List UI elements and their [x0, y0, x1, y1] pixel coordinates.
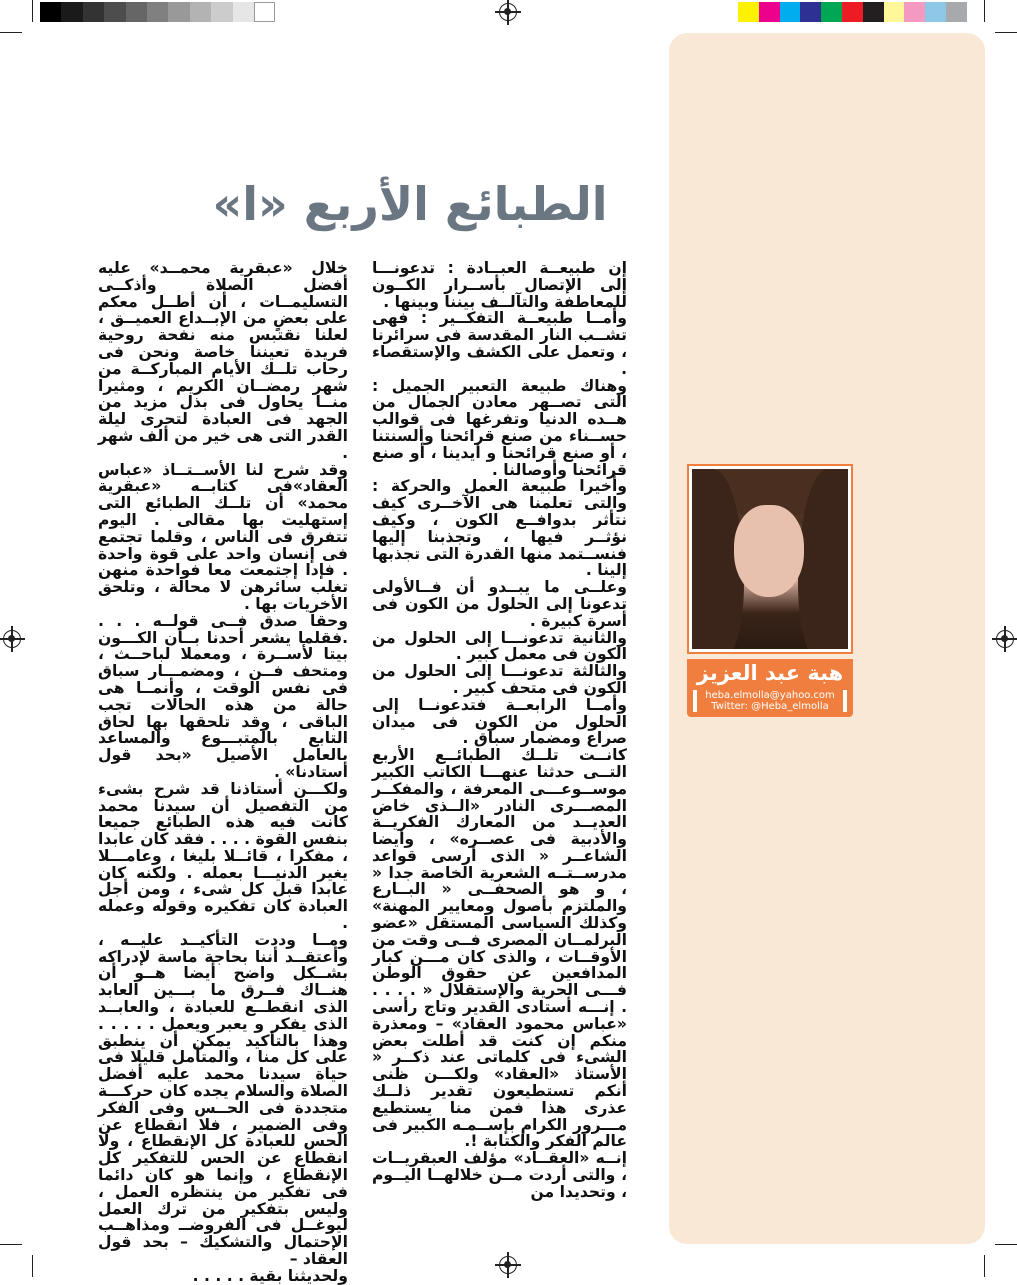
- paragraph: إنــه «العقــاد» مؤلف العبقريــات ، والتى أردت مــن خلالهــا اليــوم ، وتحديدا من: [372, 1149, 627, 1201]
- paragraph: وقد شرح لنا الأســتــاذ «عباس العقاد»فى كتابــه «عبقرية محمد» أن تلــك الطبائع التى إستهليت بها مقالى . اليوم تتفرق فى الناس ، وقلما تجتمع فى إنسان واحد على قوة واحدة . فإدا إجتمعت معا فواحدة منهن تغلب سائرهن لا محالة ، وتلحق الأخريات بها .: [98, 460, 348, 613]
- paragraph: كانــت تلــك الطبائــع الأربع التــى حدثنا عنهـــا الكاتب الكبير موســوعـــى المعرفة ، والمفكــر المصـــرى النادر «الــذى خاض العديــد من المعارك الفكريــة والأدبية فى عصــره» ، وأيضا الشاعــر « الذى أرسى قواعد مدرســتــه الشعرية الخاصة جدا « ، و هو الصحفــى « البــارع والملتزم بأصول ومعايير المهنة» وكذلك السياسى المستقل «عضو البرلمــان المصرى فــى وقت من الأوقــات ، والذى كان مـــن كبار المدافعين عن حقوق الوطن فـــى الحرية والإستقلال « . . . . . إنـــه أستادى القدير وتاج رأسى «عباس محمود العقاد» – ومعذرة منكم إن كنت قد أطلت بعض الشىء فى كلماتى عند ذكــر « الأستاذ «العقاد» ولكـــن ظنى أنكم تستطيعون تقدير ذلــك عذرى هذا فمن منا يستطيع مـــرور الكرام بإســمـه الكبير فى عالم الفكر والكتابة !.: [372, 746, 627, 1151]
- author-photo: [692, 469, 848, 649]
- color-swatch-9: [925, 2, 946, 22]
- paragraph: خلال «عبقرية محمــد» عليه أفضل الصلاة وأذكــى التسليمــات ، أن أطــل معكم على بعضٍ من الإبــداع العميــق ، لعلنا نقتبس منه نفحة روحية فريدة تعيننا خاصة ونحن فى رحاب تلــك الأيام المباركــة من شهر رمضــان الكريم ، ومثيرا منــا يحاول فى بذل مزيد من الجهد فى العبادة لتحرى ليلة القدر التى هى خير من ألف شهر .: [98, 259, 348, 462]
- color-swatch-10: [946, 2, 967, 22]
- crop-mark-tl-v: [32, 0, 33, 22]
- gray-swatch-0: [40, 2, 61, 22]
- crop-mark-bl-h: [0, 1244, 22, 1245]
- crop-mark-tr-v: [984, 0, 985, 22]
- gray-swatch-8: [211, 2, 232, 22]
- paragraph: ومــا وددت التأكيــد عليــه ، وأعتقــد أننا بحاجة ماسة لإدراكه بشــكل واضح أيضا هــو أن هنــاك فــرق ما بـــين العابد الذى انقطــع للعبادة ، والعابــد الذى يفكر و يعبر ويعمل . . . . . وهذا بالتأكيد يمكن أن ينطبق على كل منا ، والمتأمل قليلا فى حياة سيدنا محمد عليه أفضل الصلاة والسلام يجده كان حركـــة متجددة فى الحــس وفى الفكر وفى الضمير ، فلا انقطاع عن الحس للعبادة كل الإنقطاع ، ولا انقطاع عن الحس للتفكير كل الإنقطاع ، وإنما هو كان دائما فى تفكير من ينتظره العمل ، وليس بتفكير من ترك العمل ليوغــل فى الفروضــ ومذاهــب الإحتمال والتشكيك – بحد قول العقاد –: [98, 930, 348, 1269]
- paragraph: وعلــى ما يبــدو أن فــالأولى تدعونا إلى الحلول من الكون فى أسرة كبيرة .: [372, 578, 627, 630]
- paragraph: وأمــا طبيعــة التفكــير : فهى تشــب النار المقدسة فى سرائرنا ، وتعمل على الكشف والإستقصاء .: [372, 309, 627, 378]
- color-swatch-0: [738, 2, 759, 22]
- paragraph: وأخيرا طبيعة العمل والحركة : والتى تعلمنا هى الآخــرى كيف نتأثر بدوافــع الكون ، وكيف نؤثــر فيها ، وتجذبنا إليها فنســتمد منها القدرة التى تجذبها إلينا .: [372, 477, 627, 580]
- gray-swatch-9: [233, 2, 254, 22]
- paragraph: ولحديثنا بقية . . . . .: [192, 1266, 348, 1285]
- gray-swatch-5: [147, 2, 168, 22]
- registration-mark-right: [996, 630, 1014, 648]
- author-email[interactable]: heba.elmolla@yahoo.com: [697, 690, 843, 701]
- paragraph: والثانية تدعونـــا إلى الحلول من الكون فى معمل كبير .: [372, 628, 627, 664]
- gray-swatch-4: [126, 2, 147, 22]
- crop-mark-tl-h: [0, 32, 22, 33]
- paragraph: وهناك طبيعة التعبير الجميل : التى تصــهر معادن الجمال من هــده الدنيا وتفرغها فى قوالب حســناء من صنع قرائحنا وألسنتنا ، أو صنع قرائحنا و أيدينا ، أو صنع قرائحنا وأوصالنا .: [372, 376, 627, 479]
- color-swatch-7: [884, 2, 905, 22]
- author-twitter[interactable]: Twitter: @Heba_elmolla: [697, 701, 843, 712]
- grayscale-color-bar: [40, 2, 275, 22]
- paragraph: وحقا صدق فــى قولــه . . . .فقلما يشعر أحدنا بــأن الكـــون بيتا لأســرة ، ومعملا لباحــث ، ومتحف فــن ، ومضمـــار سباق فى نفس الوقت ، وأنمــا هى حالة من هذه الحالات تجب الباقى ، وقد تلحقها بها لحاق التابع بالمتبـــوع والمساعد بالعامل الأصيل «بحد قول أستادنا» .: [98, 611, 348, 781]
- registration-mark-bottom: [499, 1256, 517, 1274]
- author-byline: [687, 659, 853, 717]
- color-swatch-8: [904, 2, 925, 22]
- registration-mark-left: [3, 630, 21, 648]
- gray-swatch-6: [168, 2, 189, 22]
- article-column-right: [372, 260, 627, 1201]
- article-column-left: [98, 260, 348, 1285]
- color-swatch-1: [759, 2, 780, 22]
- color-swatch-3: [800, 2, 821, 22]
- process-color-bar: [738, 2, 967, 22]
- gray-swatch-7: [190, 2, 211, 22]
- registration-mark-top: [499, 3, 517, 21]
- gray-swatch-10: [254, 2, 275, 22]
- crop-mark-br-h: [995, 1244, 1017, 1245]
- author-photo-frame: [687, 464, 853, 654]
- paragraph: ولكـــن أستاذنا قد شرح بشىء من التفصيل أن سيدنا محمد كانت فيه هذه الطبائع جميعا بنفس القوة . . . . فقد كان عابدا ، مفكرا ، قائــلا بليغا ، وعامـــلا يغير الدنيـــا بعمله . ولكنه كان عابدا قبل كل شىء ، ومن أجل العبادة كان تفكيره وقوله وعمله .: [98, 779, 348, 933]
- crop-mark-bl-v: [32, 1255, 33, 1277]
- paragraph: والثالثة تدعونـــا إلى الحلول من الكون فى متحف كبير .: [372, 662, 627, 697]
- author-contact: [693, 690, 847, 712]
- color-swatch-5: [842, 2, 863, 22]
- crop-mark-br-v: [984, 1255, 985, 1277]
- gray-swatch-2: [83, 2, 104, 22]
- paragraph: وأمــا الرابعــة فتدعونــا إلى الحلول من الكون فى ميدان صراع ومضمار سباق .: [372, 695, 627, 748]
- author-name: هبة عبد العزيز: [696, 661, 844, 685]
- gray-swatch-1: [61, 2, 82, 22]
- color-swatch-4: [821, 2, 842, 22]
- article-title: الطبائع الأربع «ا»: [212, 177, 608, 231]
- gray-swatch-3: [104, 2, 125, 22]
- paragraph: إن طبيعــة العبــادة : تدعونـــا إلى الإتصال بأســرار الكــون للمعاطفة والتآلــف بيننا وبينها .: [372, 259, 627, 311]
- crop-mark-tr-h: [995, 32, 1017, 33]
- color-swatch-2: [780, 2, 801, 22]
- color-swatch-6: [863, 2, 884, 22]
